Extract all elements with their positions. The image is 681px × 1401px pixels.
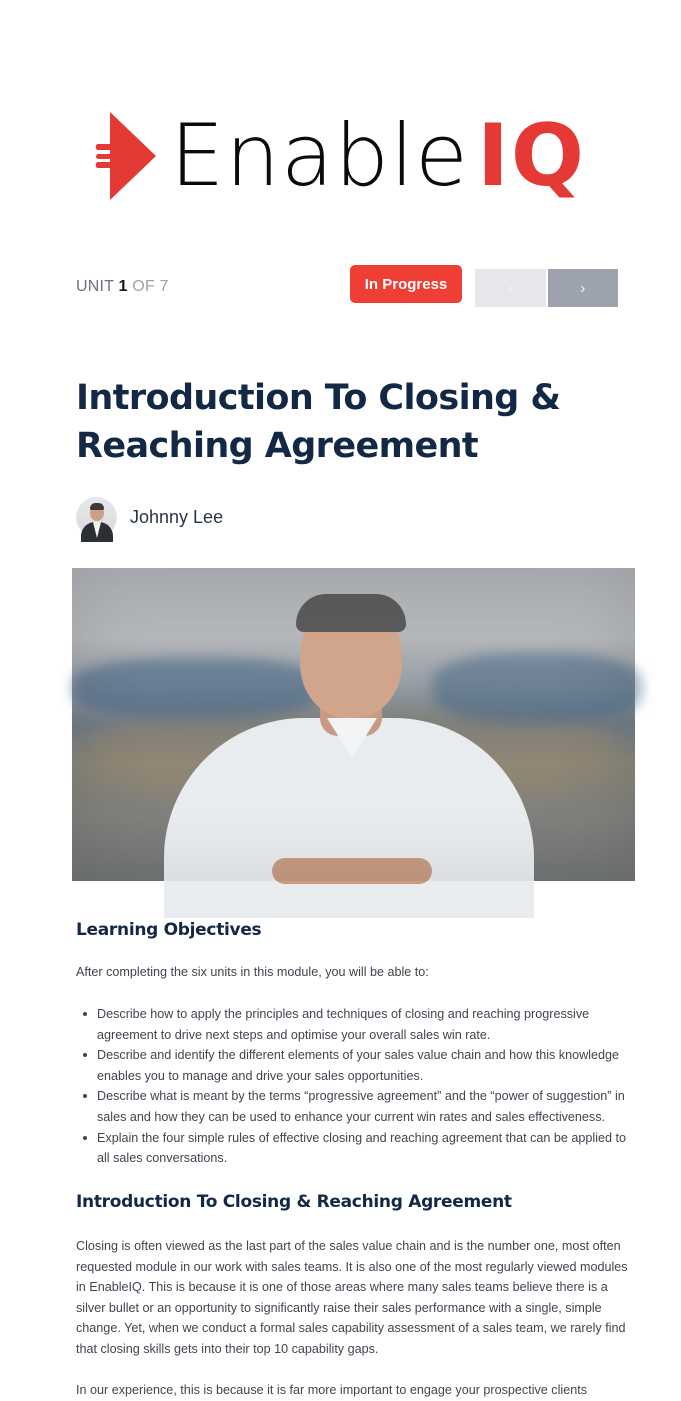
unit-counter (76, 278, 169, 296)
list-item: Explain the four simple rules of effective closing and reaching agreement that can be applied to all sales conversations. (76, 1128, 632, 1169)
logo-wordmark (170, 106, 587, 206)
objectives-intro-text: After completing the six units in this module, you will be able to: (76, 965, 429, 979)
author-name: Johnny Lee (130, 507, 224, 527)
logo-text-main: Enable (170, 106, 469, 206)
list-item: Describe what is meant by the terms “progressive agreement” and the “power of suggestion” in sales and how they can be used to enhance your current win rates and sales effectiveness. (76, 1086, 632, 1127)
logo-text-accent: IQ (476, 106, 587, 206)
unit-current-number: 1 (118, 278, 128, 295)
learning-objectives-heading: Learning Objectives (76, 920, 262, 940)
previous-unit-button[interactable] (475, 269, 548, 307)
chevron-right-icon: › (580, 279, 586, 297)
unit-total: OF 7 (132, 278, 169, 295)
list-item: Describe how to apply the principles and techniques of closing and reaching progressive agreement to drive next steps and optimise your overall sales win rate. (76, 1004, 632, 1045)
video-player[interactable] (72, 568, 635, 881)
in-progress-badge[interactable]: In Progress (350, 265, 462, 303)
intro-section-heading: Introduction To Closing & Reaching Agreement (76, 1192, 512, 1212)
logo-arrow-icon (96, 108, 160, 204)
unit-label: UNIT (76, 278, 114, 295)
author-row (76, 497, 223, 538)
unit-pager (475, 269, 618, 307)
objectives-list (76, 1004, 632, 1169)
page-title: Introduction To Closing & Reaching Agreement (76, 378, 561, 466)
list-item: Describe and identify the different elements of your sales value chain and how this knowledge enables you to manage and drive your sales opportunities. (76, 1045, 632, 1086)
next-unit-button[interactable] (548, 269, 619, 307)
avatar (76, 497, 117, 538)
intro-paragraph-continued: In our experience, this is because it is far more important to engage your prospective clients (76, 1383, 588, 1397)
intro-paragraph: Closing is often viewed as the last part of the sales value chain and is the number one, most often requested module in our work with sales teams. It is also one of the most regularly viewed modules in EnableIQ. This is because it is one of those areas where many sales teams believe there is a silver bullet or an opportunity to significantly raise their sales performance with a single, simple change. Yet, when we conduct a formal sales capability assessment of a sales team, we rarely find that closing skills gets into their top 10 capability gaps. (76, 1239, 628, 1356)
enableiq-logo[interactable] (96, 108, 586, 204)
chevron-left-icon: ‹ (507, 279, 513, 297)
